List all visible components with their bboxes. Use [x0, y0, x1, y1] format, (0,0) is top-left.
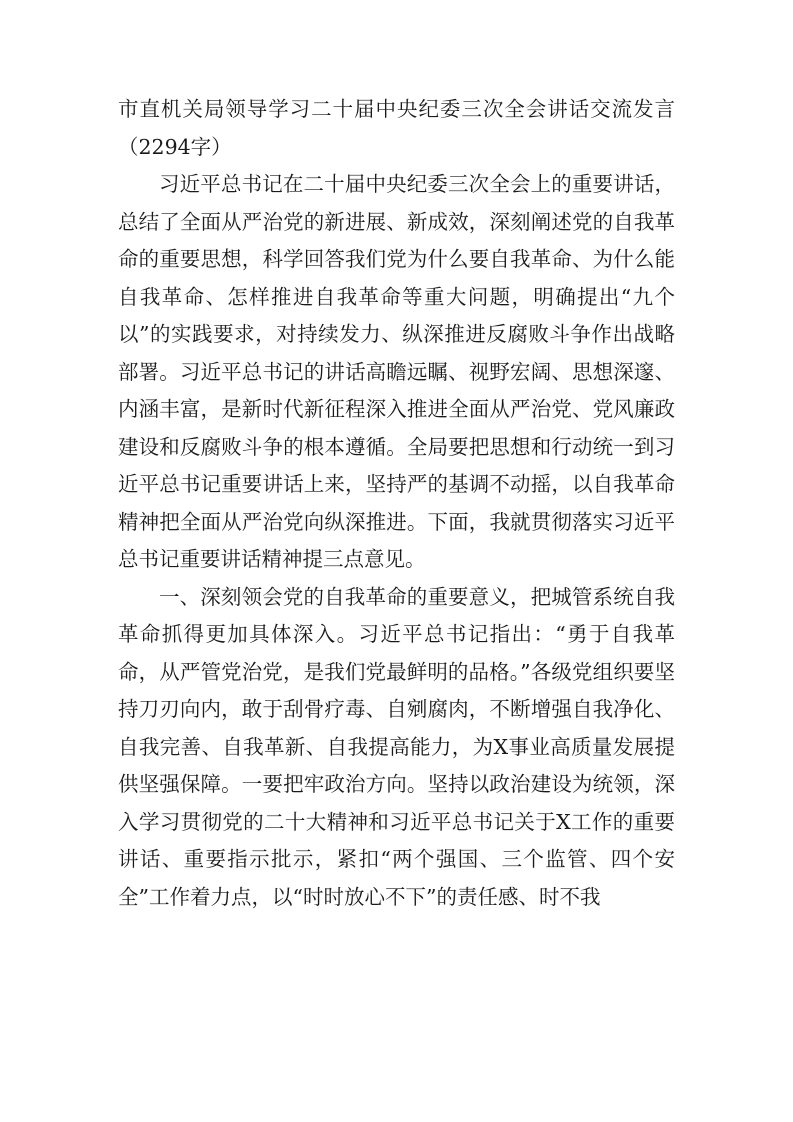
paragraph-point-one: 一、深刻领会党的自我革命的重要意义，把城管系统自我革命抓得更加具体深入。习近平总书记指出：“勇于自我革命，从严管党治党，是我们党最鲜明的品格。”各级党组织要坚持刀刃向内，敢于刮骨疗毒、自剜腐肉，不断增强自我净化、自我完善、自我革新、自我提高能力，为X事业高质量发展提供坚强保障。一要把牢政治方向。坚持以政治建设为统领，深入学习贯彻党的二十大精神和习近平总书记关于X工作的重要讲话、重要指示批示，紧扣“两个强国、三个监管、四个安全”工作着力点，以“时时放心不下”的责任感、时不我 — [118, 584, 675, 909]
document-page — [118, 91, 675, 916]
document-title: 市直机关局领导学习二十届中央纪委三次全会讲话交流发言（2294字） — [118, 97, 675, 159]
paragraph-intro: 习近平总书记在二十届中央纪委三次全会上的重要讲话，总结了全面从严治党的新进展、新成效，深刻阐述党的自我革命的重要思想，科学回答我们党为什么要自我革命、为什么能自我革命、怎样推进自我革命等重大问题，明确提出“九个以”的实践要求，对持续发力、纵深推进反腐败斗争作出战略部署。习近平总书记的讲话高瞻远瞩、视野宏阔、思想深邃、内涵丰富，是新时代新征程深入推进全面从严治党、党风廉政建设和反腐败斗争的根本遵循。全局要把思想和行动统一到习近平总书记重要讲话上来，坚持严的基调不动摇，以自我革命精神把全面从严治党向纵深推进。下面，我就贯彻落实习近平总书记重要讲话精神提三点意见。 — [118, 172, 675, 571]
